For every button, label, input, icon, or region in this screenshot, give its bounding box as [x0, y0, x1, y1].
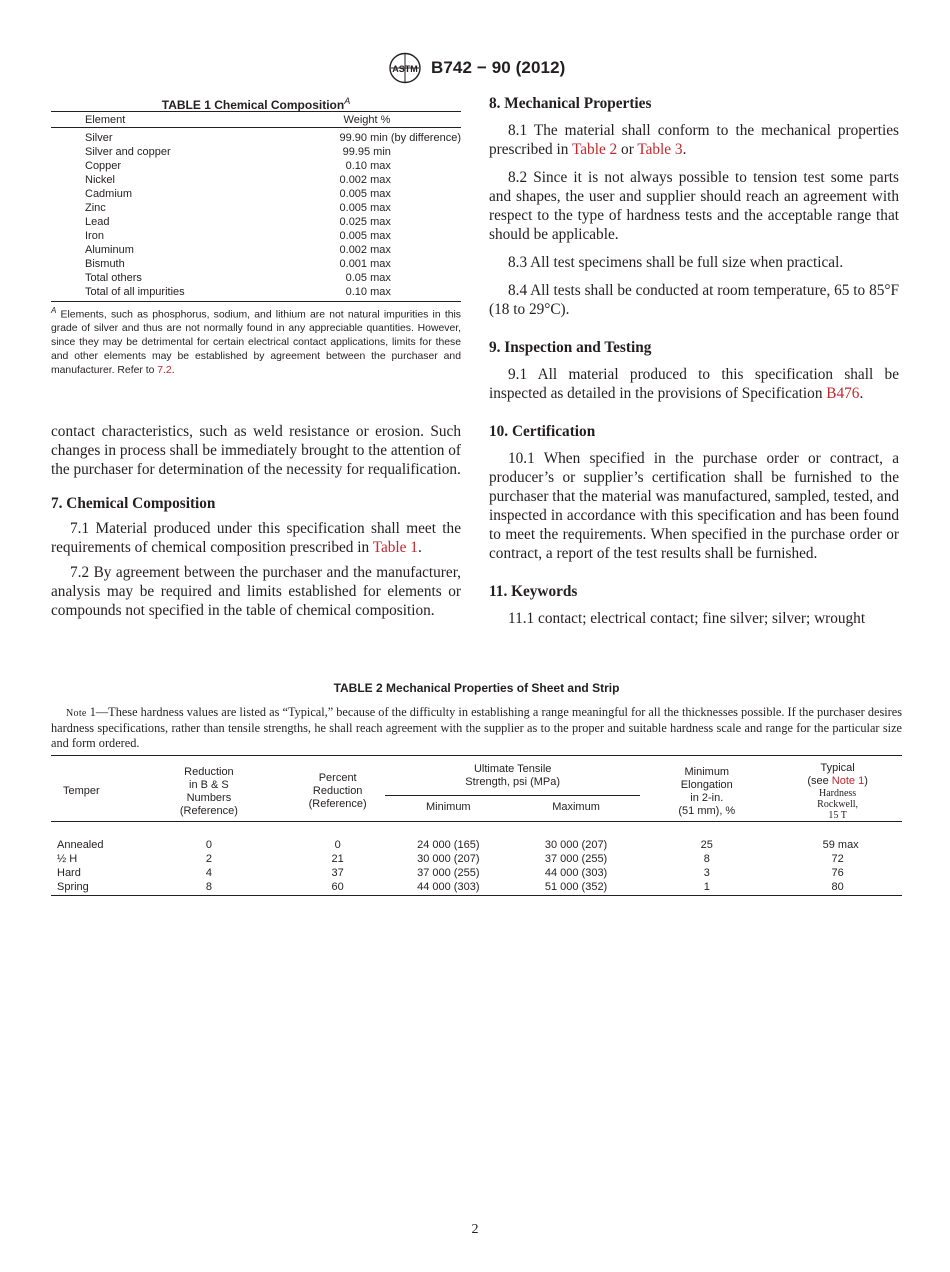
hard-cell: 59 max: [816, 839, 859, 851]
min-cell: 24 000 (165): [417, 839, 480, 851]
column-header-typical-hardness: [773, 756, 902, 822]
section-11-heading: 11. Keywords: [489, 583, 578, 600]
temper-cell: ½ H: [57, 853, 78, 865]
paragraph-8-2: 8.2 Since it is not always possible to tension test some parts and shapes, the user and supplier should reach an agreement with respect to the type of hardness tests and the acceptable range that should be applicable.: [489, 169, 899, 243]
table-row: [51, 243, 461, 257]
element-cell: Aluminum: [85, 244, 134, 256]
paragraph-8-1: [489, 121, 899, 159]
table-row: [51, 215, 461, 229]
table-row: [51, 880, 902, 896]
footnote-text: Elements, such as phosphorus, sodium, and lithium are not natural impurities in this grade of silver and thus are not normally found in any appreciable quantities. However, since they may be detrimental for certain electrical contact applications, limits for these and other elements may be established by agreement between the purchaser and manufacturer. Refer to: [51, 309, 461, 377]
max-cell: 30 000 (207): [544, 839, 608, 851]
paragraph-8-1-text: 8.1 The material shall conform to the mechanical properties prescribed in: [489, 122, 899, 158]
note-text: 1—These hardness values are listed as “Typical,” because of the difficulty in establishing a range meaningful for all the thicknesses possible. If the purchaser desires hardness specifications, rather than tensile strengths, he shall reach agreement with the supplier as to the proper and suitable hardness scale and range for the particular size and form ordered.: [51, 705, 902, 750]
column-header-reduction-bs: [127, 756, 290, 822]
note-label: Note: [66, 708, 87, 719]
percent-line-2: Reduction: [312, 785, 363, 797]
min-cell: 44 000 (303): [385, 880, 512, 896]
table-row: [51, 173, 461, 187]
link-section-7-2[interactable]: 7.2: [157, 365, 172, 377]
pct-cell: 60: [290, 880, 385, 896]
element-cell: Silver: [85, 132, 113, 144]
weight-cell: 0.05 max: [339, 272, 391, 284]
typical-see: (see: [807, 775, 832, 787]
hard-cell: 72: [831, 853, 844, 865]
element-cell: Iron: [85, 230, 104, 242]
bs-cell: 0: [205, 839, 212, 851]
page-header: [0, 52, 950, 86]
typical-line-2: [773, 775, 902, 788]
table-row: [51, 285, 461, 302]
paragraph-11-1: 11.1 contact; electrical contact; fine silver; silver; wrought: [508, 610, 866, 627]
paragraph-8-1-end: .: [682, 141, 687, 158]
mechanical-properties-table: [51, 755, 902, 896]
weight-cell: 0.002 max: [339, 244, 391, 256]
column-header-maximum: Maximum: [512, 795, 641, 821]
column-header-temper: Temper: [51, 756, 127, 822]
max-cell: 44 000 (303): [544, 867, 608, 879]
table-2-caption: TABLE 2 Mechanical Properties of Sheet and Strip: [333, 681, 620, 695]
reduction-bs-line-1: Reduction: [184, 765, 234, 778]
bs-cell: 8: [127, 880, 290, 896]
percent-line-3: (Reference): [308, 798, 367, 810]
weight-cell: 99.90 min (by difference): [339, 132, 461, 144]
elong-line-3: in 2-in.: [690, 791, 724, 804]
typical-line-4: Rockwell,: [817, 799, 858, 810]
weight-cell: 0.005 max: [339, 230, 391, 242]
elong-cell: 8: [703, 853, 710, 865]
column-header-element: Element: [51, 112, 304, 128]
section-8-heading: 8. Mechanical Properties: [489, 95, 652, 112]
section-9-heading: 9. Inspection and Testing: [489, 339, 652, 356]
elong-line-2: Elongation: [680, 778, 733, 791]
right-column: [489, 94, 899, 628]
element-cell: Silver and copper: [85, 146, 171, 158]
table-row: [51, 201, 461, 215]
element-cell: Bismuth: [85, 258, 125, 270]
chemical-composition-table: [51, 111, 461, 302]
table-2: [51, 681, 902, 896]
table-row: [51, 257, 461, 271]
paragraph-7-1-end: .: [417, 539, 422, 556]
table-1-body: [51, 128, 461, 302]
weight-cell: 99.95 min: [339, 146, 391, 158]
element-cell: Nickel: [85, 174, 115, 186]
paragraph-10-1: 10.1 When specified in the purchase order or contract, a producer’s or supplier’s certification shall be furnished to the purchaser that the material was manufactured, sampled, tested, and inspected in accordance with this specification and has been found to meet the requirements. When specified in the purchase order or contract, a report of the test results shall be furnished.: [489, 450, 899, 562]
max-cell: 37 000 (255): [544, 853, 608, 865]
link-table-2[interactable]: Table 2: [571, 141, 618, 158]
element-cell: Lead: [85, 216, 110, 228]
hard-cell: 76: [831, 867, 844, 879]
elong-cell: 3: [703, 867, 710, 879]
paragraph-8-1-or: or: [617, 141, 638, 158]
weight-cell: 0.002 max: [339, 174, 391, 186]
temper-cell: Hard: [57, 867, 81, 879]
percent-line-1: Percent: [318, 772, 357, 784]
paragraph-8-3: 8.3 All test specimens shall be full size when practical.: [508, 254, 844, 271]
weight-cell: 0.10 max: [304, 285, 461, 302]
typical-line-1: Typical: [820, 762, 855, 774]
table-1-caption: [51, 94, 461, 111]
table-1-caption-text: TABLE 1 Chemical Composition: [161, 98, 345, 112]
temper-cell: Annealed: [57, 839, 104, 851]
paragraph-7-2: 7.2 By agreement between the purchaser and the manufacturer, analysis may be required and limits established for elements or compounds not specified in the table of chemical composition.: [51, 564, 461, 619]
table-2-note: [51, 705, 902, 751]
page-number: 2: [471, 1222, 479, 1237]
pct-cell: 21: [331, 853, 344, 865]
max-cell: 51 000 (352): [512, 880, 641, 896]
table-1: [51, 94, 461, 378]
column-header-ultimate-tensile: [385, 756, 640, 796]
weight-cell: 0.005 max: [339, 202, 391, 214]
element-cell: Total of all impurities: [51, 285, 304, 302]
paragraph-7-1: [51, 519, 461, 557]
weight-cell: 0.10 max: [339, 160, 391, 172]
bs-cell: 4: [205, 867, 212, 879]
table-1-caption-footnote-mark: A: [344, 96, 351, 106]
table-row: [51, 822, 902, 853]
link-table-3[interactable]: Table 3: [637, 141, 683, 158]
link-table-1[interactable]: Table 1: [372, 539, 418, 556]
column-header-minimum: Minimum: [385, 795, 512, 821]
weight-cell: 0.001 max: [339, 258, 391, 270]
pct-cell: 37: [331, 867, 344, 879]
paragraph-9-1-end: .: [859, 385, 864, 402]
link-note-1[interactable]: Note 1: [831, 775, 865, 787]
element-cell: Zinc: [85, 202, 106, 214]
uts-line-1: Ultimate Tensile: [473, 762, 552, 775]
typical-close: ): [864, 775, 868, 787]
table-row: [51, 229, 461, 243]
column-header-elongation: [640, 756, 773, 822]
element-cell: Cadmium: [85, 188, 133, 200]
pct-cell: 0: [334, 839, 341, 851]
table-row: [51, 187, 461, 201]
table-1-footnote: [51, 304, 461, 378]
table-row: [51, 159, 461, 173]
table-row: [51, 866, 902, 880]
astm-logo-icon: [387, 52, 423, 84]
reduction-bs-line-3: Numbers: [186, 791, 232, 804]
table-row: [51, 145, 461, 159]
paragraph-8-4: 8.4 All tests shall be conducted at room temperature, 65 to 85°F (18 to 29°C).: [489, 282, 899, 318]
standard-designation: B742 − 90 (2012): [431, 58, 566, 77]
left-column: [51, 422, 461, 620]
elong-line-1: Minimum: [684, 765, 730, 778]
table-row: [51, 852, 902, 866]
section-10-heading: 10. Certification: [489, 423, 596, 440]
uts-line-2: Strength, psi (MPa): [465, 775, 561, 788]
reduction-bs-line-2: in B & S: [189, 778, 229, 791]
elong-line-4: (51 mm), %: [678, 804, 736, 817]
element-cell: Total others: [85, 272, 142, 284]
footnote-end: .: [171, 365, 175, 377]
min-cell: 37 000 (255): [417, 867, 480, 879]
elong-cell: 25: [700, 839, 713, 851]
column-header-percent-reduction: [290, 756, 385, 822]
typical-line-3: Hardness: [818, 788, 857, 799]
typical-line-5: 15 T: [828, 810, 847, 821]
reduction-bs-line-4: (Reference): [179, 804, 238, 817]
hard-cell: 80: [773, 880, 902, 896]
paragraph-7-1-text: 7.1 Material produced under this specification shall meet the requirements of chemical composition prescribed in: [51, 520, 461, 556]
elong-cell: 1: [640, 880, 773, 896]
paragraph-9-1-text: 9.1 All material produced to this specification shall be inspected as detailed in the provisions of Specification: [489, 366, 899, 402]
element-cell: Copper: [85, 160, 122, 172]
footnote-mark: A: [51, 306, 57, 315]
astm-logo-text: ASTM: [392, 64, 418, 74]
bs-cell: 2: [205, 853, 212, 865]
link-b476[interactable]: B476: [826, 385, 860, 402]
column-header-weight: Weight %: [304, 112, 461, 128]
min-cell: 30 000 (207): [417, 853, 480, 865]
paragraph-9-1: [489, 365, 899, 403]
table-row: [51, 271, 461, 285]
temper-cell: Spring: [51, 880, 127, 896]
weight-cell: 0.025 max: [339, 216, 391, 228]
weight-cell: 0.005 max: [339, 188, 391, 200]
section-7-heading: 7. Chemical Composition: [51, 495, 216, 512]
continued-paragraph: contact characteristics, such as weld resistance or erosion. Such changes in process shall be immediately brought to the attention of the purchaser for determination of the necessity for requalification.: [51, 423, 461, 478]
table-2-body: [51, 822, 902, 896]
table-row: [51, 128, 461, 146]
